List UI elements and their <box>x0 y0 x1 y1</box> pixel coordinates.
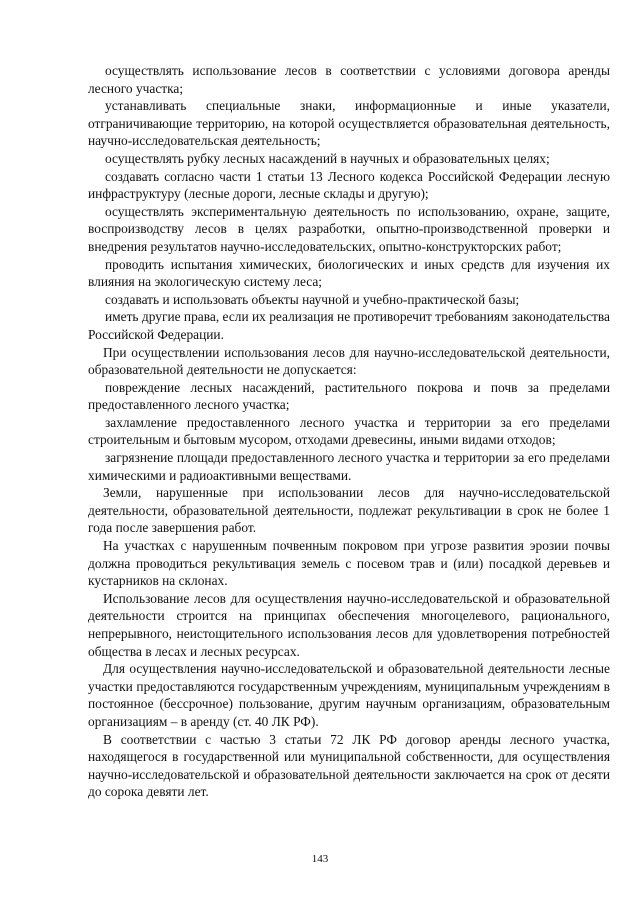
paragraph: При осуществлении использования лесов для научно-исследовательской деятельности, образовательной деятельности не допускается: <box>88 344 610 378</box>
document-body <box>88 62 610 801</box>
paragraph: устанавливать специальные знаки, информационные и иные указатели, отграничивающие территорию, на которой осуществляется образовательная деятельность, научно-исследовательская деятельность; <box>88 98 610 149</box>
paragraph: загрязнение площади предоставленного лесного участка и территории за его пределами химическими и радиоактивными веществами. <box>88 450 610 483</box>
paragraph: Земли, нарушенные при использовании лесов для научно-исследовательской деятельности, образовательной деятельности, подлежат рекультивации в срок не более 1 года после завершения работ. <box>88 485 610 536</box>
paragraph: Использование лесов для осуществления научно-исследовательской и образовательной деятельности строится на принципах обеспечения многоцелевого, рационального, непрерывного, неистощительного использования лесов для удовлетворения потребностей общества в лесах и лесных ресурсах. <box>88 590 610 659</box>
paragraph: осуществлять экспериментальную деятельность по использованию, охране, защите, воспроизводству лесов в целях разработки, опытно-производственной проверки и внедрения результатов научно-исследовательских, опытно-конструкторских работ; <box>88 203 610 254</box>
paragraph: создавать согласно части 1 статьи 13 Лесного кодекса Российской Федерации лесную инфраструктуру (лесные дороги, лесные склады и другую); <box>88 168 610 202</box>
paragraph: создавать и использовать объекты научной и учебно-практической базы; <box>105 291 520 307</box>
paragraph: осуществлять рубку лесных насаждений в научных и образовательных целях; <box>105 150 550 166</box>
paragraph: Для осуществления научно-исследовательской и образовательной деятельности лесные участки предоставляются государственным учреждениям, муниципальным учреждениям в постоянное (бессрочное) пользование, другим научным организациям, образовательным организациям – в аренду (ст. 40 ЛК РФ). <box>88 661 610 729</box>
paragraph: захламление предоставленного лесного участка и территории за его пределами строительным и бытовым мусором, отходами древесины, иными видами отходов; <box>88 414 610 448</box>
paragraph: На участках с нарушенным почвенным покровом при угрозе развития эрозии почвы должна проводиться рекультивация земель с посевом трав и (или) посадкой деревьев и кустарников на склонах. <box>88 538 610 589</box>
paragraph: иметь другие права, если их реализация не противоречит требованиям законодательства Российской Федерации. <box>88 309 610 342</box>
paragraph: осуществлять использование лесов в соответствии с условиями договора аренды лесного участка; <box>88 63 610 96</box>
paragraph: повреждение лесных насаждений, растительного покрова и почв за пределами предоставленного лесного участка; <box>88 379 610 413</box>
paragraph: проводить испытания химических, биологических и иных средств для изучения их влияния на экологическую систему леса; <box>88 256 610 290</box>
paragraph: В соответствии с частью 3 статьи 72 ЛК РФ договор аренды лесного участка, находящегося в государственной или муниципальной собственности, для осуществления научно-исследовательской и образовательной деятельности заключается на срок от десяти до сорока девяти лет. <box>88 731 610 800</box>
page-number: 143 <box>311 853 329 865</box>
